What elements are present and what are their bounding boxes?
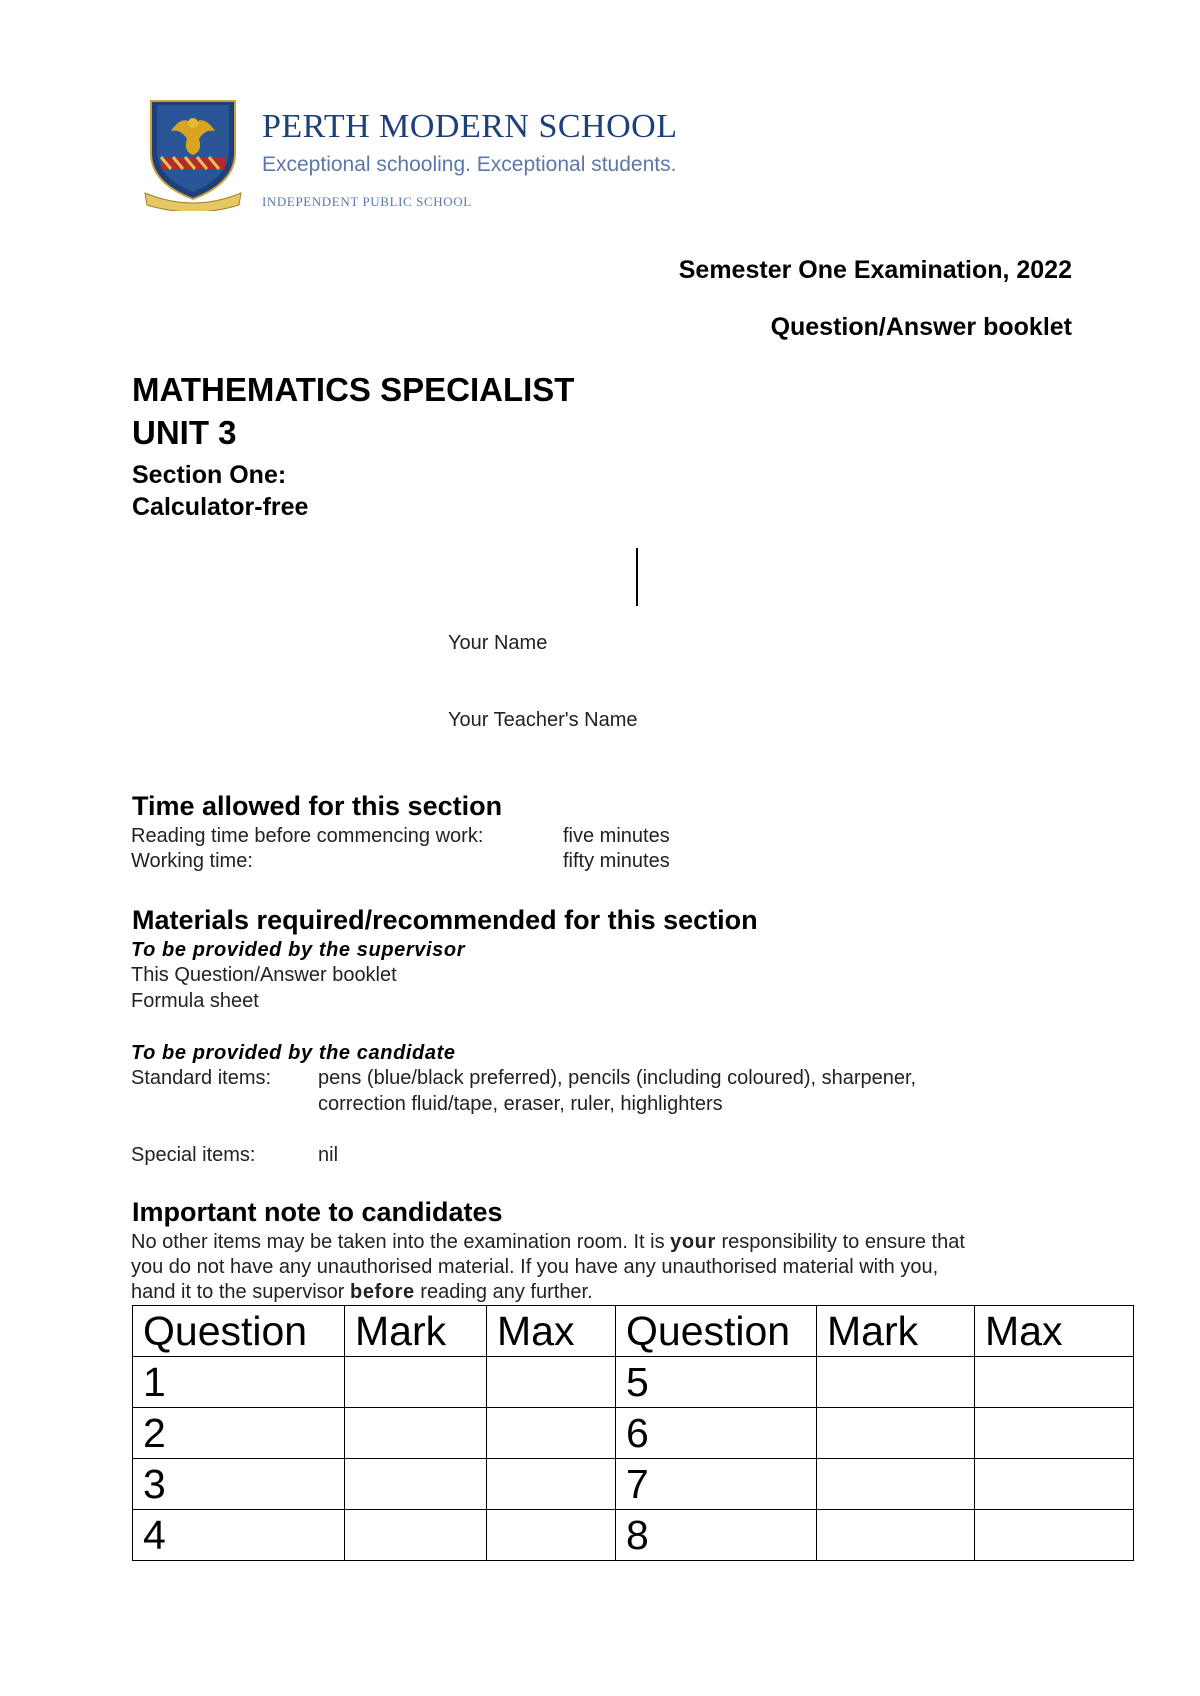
standard-items-line1: pens (blue/black preferred), pencils (including coloured), sharpener, (318, 1067, 917, 1089)
max-cell (487, 1459, 616, 1510)
col-header-max: Max (975, 1306, 1134, 1357)
note-heading: Important note to candidates (132, 1197, 503, 1227)
max-cell (975, 1408, 1134, 1459)
exam-title: Semester One Examination, 2022 (678, 256, 1072, 284)
note-line-1: No other items may be taken into the examination room. It is your responsibility to ensure that (131, 1231, 965, 1253)
candidate-heading: To be provided by the candidate (131, 1042, 456, 1064)
school-crest-logo (143, 95, 243, 211)
standard-items-label: Standard items: (131, 1067, 272, 1089)
text-cursor (636, 548, 638, 606)
mark-cell[interactable] (345, 1459, 487, 1510)
question-cell: 5 (616, 1357, 817, 1408)
mark-cell[interactable] (817, 1510, 975, 1561)
teacher-name-field[interactable]: Your Teacher's Name (448, 709, 638, 731)
supervisor-item: This Question/Answer booklet (131, 964, 397, 986)
mark-cell[interactable] (345, 1408, 487, 1459)
col-header-mark: Mark (345, 1306, 487, 1357)
question-cell: 4 (133, 1510, 345, 1561)
question-cell: 1 (133, 1357, 345, 1408)
supervisor-heading: To be provided by the supervisor (131, 939, 466, 961)
col-header-max: Max (487, 1306, 616, 1357)
table-row (133, 1357, 1134, 1408)
materials-heading: Materials required/recommended for this section (132, 905, 758, 935)
mark-cell[interactable] (345, 1510, 487, 1561)
table-header-row (133, 1306, 1134, 1357)
school-tagline: Exceptional schooling. Exceptional students. (262, 153, 677, 176)
mark-cell[interactable] (817, 1357, 975, 1408)
section-name: Calculator-free (132, 493, 309, 521)
your-name-field[interactable]: Your Name (448, 632, 548, 654)
school-name: PERTH MODERN SCHOOL (262, 108, 678, 145)
reading-time-label: Reading time before commencing work: (131, 825, 484, 847)
booklet-type: Question/Answer booklet (770, 313, 1072, 341)
mark-cell[interactable] (817, 1459, 975, 1510)
question-cell: 6 (616, 1408, 817, 1459)
note-line-3: hand it to the supervisor before reading any further. (131, 1281, 593, 1303)
reading-time-value: five minutes (563, 825, 670, 847)
special-items-label: Special items: (131, 1144, 256, 1166)
working-time-label: Working time: (131, 850, 253, 872)
max-cell (975, 1357, 1134, 1408)
question-cell: 8 (616, 1510, 817, 1561)
working-time-value: fifty minutes (563, 850, 670, 872)
question-cell: 3 (133, 1459, 345, 1510)
question-cell: 7 (616, 1459, 817, 1510)
time-heading: Time allowed for this section (132, 791, 503, 821)
max-cell (487, 1408, 616, 1459)
standard-items-line2: correction fluid/tape, eraser, ruler, highlighters (318, 1093, 723, 1115)
marks-table (132, 1305, 1134, 1561)
max-cell (487, 1357, 616, 1408)
max-cell (487, 1510, 616, 1561)
col-header-question: Question (616, 1306, 817, 1357)
section-label: Section One: (132, 461, 287, 489)
mark-cell[interactable] (345, 1357, 487, 1408)
note-line-2: you do not have any unauthorised material. If you have any unauthorised material with you, (131, 1256, 939, 1278)
col-header-question: Question (133, 1306, 345, 1357)
table-row (133, 1510, 1134, 1561)
max-cell (975, 1459, 1134, 1510)
table-row (133, 1408, 1134, 1459)
table-row (133, 1459, 1134, 1510)
col-header-mark: Mark (817, 1306, 975, 1357)
max-cell (975, 1510, 1134, 1561)
subject-title: MATHEMATICS SPECIALIST (132, 371, 575, 408)
mark-cell[interactable] (817, 1408, 975, 1459)
supervisor-item: Formula sheet (131, 990, 259, 1012)
subject-unit: UNIT 3 (132, 414, 237, 451)
question-cell: 2 (133, 1408, 345, 1459)
special-items-value: nil (318, 1144, 339, 1166)
school-type: INDEPENDENT PUBLIC SCHOOL (262, 194, 472, 209)
